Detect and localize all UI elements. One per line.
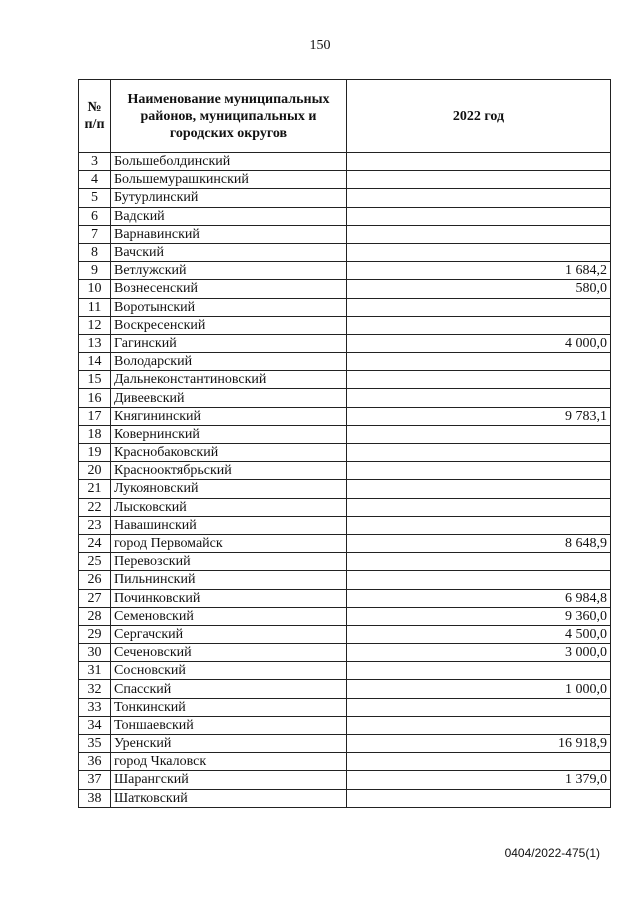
row-number: 7 — [79, 225, 111, 243]
row-number: 15 — [79, 371, 111, 389]
row-value — [347, 425, 611, 443]
table-row — [79, 225, 611, 243]
row-name: Вачский — [111, 243, 347, 261]
table-row — [79, 735, 611, 753]
row-name: Воротынский — [111, 298, 347, 316]
table-row — [79, 371, 611, 389]
table-row — [79, 280, 611, 298]
table-row — [79, 334, 611, 352]
table-row — [79, 662, 611, 680]
row-number: 20 — [79, 462, 111, 480]
row-name: Семеновский — [111, 607, 347, 625]
table-row — [79, 425, 611, 443]
row-number: 32 — [79, 680, 111, 698]
row-name: Лысковский — [111, 498, 347, 516]
data-table — [78, 79, 611, 808]
row-number: 12 — [79, 316, 111, 334]
row-number: 9 — [79, 262, 111, 280]
row-number: 34 — [79, 716, 111, 734]
row-value — [347, 662, 611, 680]
table-row — [79, 389, 611, 407]
row-number: 6 — [79, 207, 111, 225]
row-number: 5 — [79, 189, 111, 207]
row-value: 16 918,9 — [347, 735, 611, 753]
row-number: 19 — [79, 444, 111, 462]
row-value — [347, 171, 611, 189]
row-value: 9 783,1 — [347, 407, 611, 425]
table-row — [79, 353, 611, 371]
row-name: Навашинский — [111, 516, 347, 534]
header-number: № п/п — [79, 80, 111, 153]
page-number: 150 — [309, 38, 331, 53]
row-name: Дивеевский — [111, 389, 347, 407]
row-value — [347, 225, 611, 243]
row-value: 9 360,0 — [347, 607, 611, 625]
row-value — [347, 316, 611, 334]
table-row — [79, 589, 611, 607]
row-name: Тоншаевский — [111, 716, 347, 734]
row-value — [347, 243, 611, 261]
table-row — [79, 753, 611, 771]
row-value: 580,0 — [347, 280, 611, 298]
row-number: 16 — [79, 389, 111, 407]
row-value: 1 684,2 — [347, 262, 611, 280]
row-name: Шарангский — [111, 771, 347, 789]
row-name: Пильнинский — [111, 571, 347, 589]
row-number: 38 — [79, 789, 111, 807]
table-row — [79, 153, 611, 171]
table-row — [79, 298, 611, 316]
row-name: Краснооктябрьский — [111, 462, 347, 480]
row-number: 3 — [79, 153, 111, 171]
table-row — [79, 716, 611, 734]
row-value — [347, 516, 611, 534]
row-number: 22 — [79, 498, 111, 516]
row-name: Починковский — [111, 589, 347, 607]
row-value — [347, 207, 611, 225]
row-name: Большеболдинский — [111, 153, 347, 171]
header-year: 2022 год — [347, 80, 611, 153]
row-value: 1 379,0 — [347, 771, 611, 789]
row-number: 36 — [79, 753, 111, 771]
table-row — [79, 498, 611, 516]
row-value — [347, 553, 611, 571]
row-value — [347, 389, 611, 407]
row-value — [347, 716, 611, 734]
row-name: Уренский — [111, 735, 347, 753]
row-value — [347, 353, 611, 371]
table-row — [79, 625, 611, 643]
table-row — [79, 462, 611, 480]
row-name: Варнавинский — [111, 225, 347, 243]
document-code: 0404/2022-475(1) — [504, 846, 600, 860]
row-name: Вадский — [111, 207, 347, 225]
row-number: 25 — [79, 553, 111, 571]
row-value — [347, 498, 611, 516]
row-number: 18 — [79, 425, 111, 443]
row-number: 17 — [79, 407, 111, 425]
row-value: 4 500,0 — [347, 625, 611, 643]
table-header-row — [79, 80, 611, 153]
row-name: Ветлужский — [111, 262, 347, 280]
table-row — [79, 698, 611, 716]
row-number: 26 — [79, 571, 111, 589]
row-number: 21 — [79, 480, 111, 498]
row-value — [347, 371, 611, 389]
row-name: Бутурлинский — [111, 189, 347, 207]
row-value — [347, 789, 611, 807]
row-value — [347, 189, 611, 207]
row-value: 1 000,0 — [347, 680, 611, 698]
row-number: 4 — [79, 171, 111, 189]
table-row — [79, 680, 611, 698]
row-number: 31 — [79, 662, 111, 680]
row-name: Сергачский — [111, 625, 347, 643]
row-name: Княгининский — [111, 407, 347, 425]
table-row — [79, 571, 611, 589]
row-value — [347, 480, 611, 498]
table-row — [79, 534, 611, 552]
row-name: Тонкинский — [111, 698, 347, 716]
row-name: Сосновский — [111, 662, 347, 680]
table-row — [79, 516, 611, 534]
table-row — [79, 771, 611, 789]
row-value: 3 000,0 — [347, 644, 611, 662]
table-row — [79, 644, 611, 662]
row-number: 13 — [79, 334, 111, 352]
table-row — [79, 407, 611, 425]
table-row — [79, 243, 611, 261]
row-name: Дальнеконстантиновский — [111, 371, 347, 389]
row-name: Володарский — [111, 353, 347, 371]
row-number: 29 — [79, 625, 111, 643]
row-value: 6 984,8 — [347, 589, 611, 607]
row-name: Шатковский — [111, 789, 347, 807]
row-value: 4 000,0 — [347, 334, 611, 352]
row-value — [347, 698, 611, 716]
row-name: Спасский — [111, 680, 347, 698]
row-name: Воскресенский — [111, 316, 347, 334]
row-number: 11 — [79, 298, 111, 316]
row-name: город Чкаловск — [111, 753, 347, 771]
row-value — [347, 571, 611, 589]
row-value — [347, 444, 611, 462]
row-number: 35 — [79, 735, 111, 753]
row-name: Перевозский — [111, 553, 347, 571]
table-row — [79, 189, 611, 207]
row-number: 10 — [79, 280, 111, 298]
table-row — [79, 480, 611, 498]
row-value: 8 648,9 — [347, 534, 611, 552]
row-value — [347, 462, 611, 480]
row-number: 27 — [79, 589, 111, 607]
table-row — [79, 789, 611, 807]
table-row — [79, 607, 611, 625]
table-row — [79, 316, 611, 334]
row-number: 30 — [79, 644, 111, 662]
row-name: Лукояновский — [111, 480, 347, 498]
table-row — [79, 444, 611, 462]
row-number: 8 — [79, 243, 111, 261]
row-name: Гагинский — [111, 334, 347, 352]
row-number: 33 — [79, 698, 111, 716]
row-name: Вознесенский — [111, 280, 347, 298]
row-number: 37 — [79, 771, 111, 789]
row-value — [347, 753, 611, 771]
row-number: 23 — [79, 516, 111, 534]
table-row — [79, 171, 611, 189]
table-row — [79, 207, 611, 225]
row-name: Краснобаковский — [111, 444, 347, 462]
table-body — [79, 153, 611, 808]
row-name: Ковернинский — [111, 425, 347, 443]
row-name: Сеченовский — [111, 644, 347, 662]
header-name: Наименование муниципальных районов, муниципальных и городских округов — [111, 80, 347, 153]
row-number: 24 — [79, 534, 111, 552]
row-value — [347, 153, 611, 171]
table-row — [79, 262, 611, 280]
row-value — [347, 298, 611, 316]
row-name: город Первомайск — [111, 534, 347, 552]
row-number: 14 — [79, 353, 111, 371]
row-name: Большемурашкинский — [111, 171, 347, 189]
row-number: 28 — [79, 607, 111, 625]
table-row — [79, 553, 611, 571]
